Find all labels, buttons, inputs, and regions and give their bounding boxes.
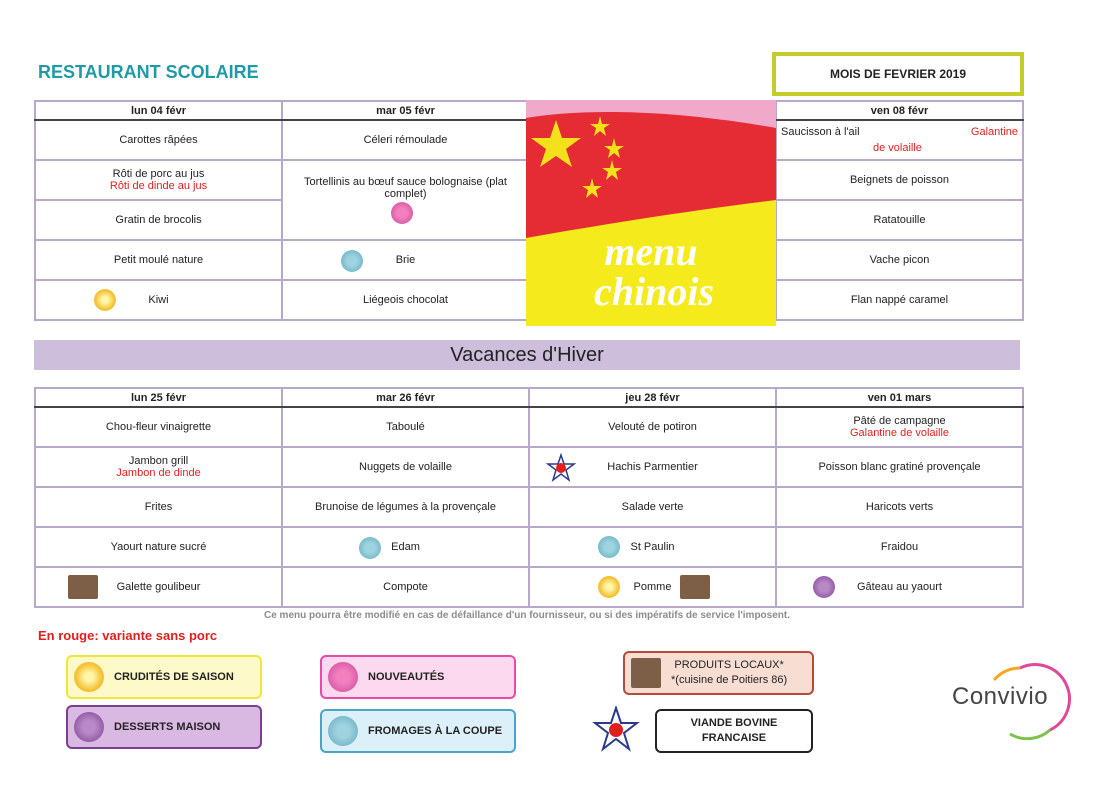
variant-item: de volaille: [873, 142, 922, 154]
menu-item: Rôti de porc au jus: [112, 168, 205, 180]
menu-chinois-image: [526, 100, 776, 326]
menu-item: Petit moulé nature: [35, 240, 282, 280]
menu-item: Beignets de poisson: [776, 160, 1023, 200]
menu-item-cell: [282, 527, 529, 567]
menu-item-cell: [35, 280, 282, 320]
crudites-icon: [74, 662, 104, 692]
banner-word-1: menu: [604, 229, 698, 274]
menu-item: Poisson blanc gratiné provençale: [776, 447, 1023, 487]
variant-item: Rôti de dinde au jus: [109, 180, 208, 192]
day-header: jeu 28 févr: [529, 388, 776, 407]
menu-item-cell: [529, 567, 776, 607]
menu-item: Velouté de potiron: [529, 407, 776, 447]
menu-item: Frites: [35, 487, 282, 527]
menu-item: Ratatouille: [776, 200, 1023, 240]
variant-item: Galantine: [970, 126, 1018, 138]
menu-item: Hachis Parmentier: [607, 461, 698, 473]
fromage-icon: [359, 537, 381, 559]
menu-item: Chou-fleur vinaigrette: [35, 407, 282, 447]
variant-item: Galantine de volaille: [849, 427, 950, 439]
fromage-icon: [328, 716, 358, 746]
produits-locaux-icon: [631, 658, 661, 688]
menu-item: Nuggets de volaille: [282, 447, 529, 487]
menu-item: Pâté de campagne: [853, 415, 946, 427]
menu-item: Saucisson à l'ail: [781, 126, 860, 138]
menu-item-with-variant: [776, 120, 1023, 160]
desserts-maison-icon: [74, 712, 104, 742]
viande-bovine-francaise-icon: [592, 706, 640, 752]
table-row: [35, 388, 1023, 407]
legend-label: VIANDE BOVINE: [690, 717, 778, 729]
fromage-icon: [598, 536, 620, 558]
menu-item: Haricots verts: [776, 487, 1023, 527]
vacances-label: Vacances d'Hiver: [450, 343, 604, 366]
menu-item: Carottes râpées: [35, 120, 282, 160]
legend-label: FRANCAISE: [701, 732, 767, 744]
menu-item: Taboulé: [282, 407, 529, 447]
nouveautes-icon: [391, 202, 413, 224]
menu-item-with-variant: [35, 160, 282, 200]
menu-item: Fraidou: [776, 527, 1023, 567]
menu-item: Liégeois chocolat: [282, 280, 529, 320]
menu-item: Salade verte: [529, 487, 776, 527]
legend-label-group: [671, 658, 787, 688]
menu-item-cell: [35, 567, 282, 607]
menu-item-cell: [529, 527, 776, 567]
produits-locaux-icon: [68, 575, 98, 599]
red-legend: En rouge: variante sans porc: [38, 628, 218, 643]
vacances-banner: [34, 340, 1020, 370]
week2-menu-table: [34, 387, 1024, 608]
crudites-icon: [598, 576, 620, 598]
legend-label: CRUDITÉS DE SAISON: [114, 671, 234, 683]
menu-item: Gâteau au yaourt: [856, 581, 942, 593]
banner-word-2: chinois: [593, 269, 715, 314]
menu-item: St Paulin: [630, 541, 675, 553]
menu-chinois-banner: [526, 100, 776, 326]
day-header: mar 05 févr: [282, 101, 529, 120]
day-header: lun 04 févr: [35, 101, 282, 120]
table-row: [35, 567, 1023, 607]
menu-item: Brunoise de légumes à la provençale: [282, 487, 529, 527]
nouveautes-icon: [328, 662, 358, 692]
variant-item: Jambon de dinde: [116, 467, 201, 479]
table-row: [35, 487, 1023, 527]
legend-crudites: [66, 655, 262, 699]
table-row: [35, 407, 1023, 447]
table-row: [35, 447, 1023, 487]
menu-item-cell: [529, 447, 776, 487]
legend-fromages: [320, 709, 516, 753]
legend-label: PRODUITS LOCAUX*: [674, 659, 784, 671]
day-header: mar 26 févr: [282, 388, 529, 407]
desserts-maison-icon: [813, 576, 835, 598]
menu-item-cell: [776, 567, 1023, 607]
legend-label-group: [691, 716, 778, 746]
menu-item-cell: [282, 160, 529, 240]
fromage-icon: [341, 250, 363, 272]
menu-item: Kiwi: [148, 294, 169, 306]
menu-item: Pomme: [633, 581, 672, 593]
menu-item: Tortellinis au bœuf sauce bolognaise (plat complet): [303, 176, 507, 200]
menu-item: Edam: [391, 541, 420, 553]
produits-locaux-icon: [680, 575, 710, 599]
legend-label: DESSERTS MAISON: [114, 721, 221, 733]
day-header: ven 08 févr: [776, 101, 1023, 120]
convivio-logo: Convivio: [952, 683, 1049, 710]
menu-item: Vache picon: [776, 240, 1023, 280]
menu-item: Brie: [395, 254, 416, 266]
menu-item-with-variant: [776, 407, 1023, 447]
menu-item: Compote: [282, 567, 529, 607]
menu-item: Flan nappé caramel: [776, 280, 1023, 320]
menu-item-cell: [282, 240, 529, 280]
page-title: RESTAURANT SCOLAIRE: [38, 62, 259, 82]
legend-viande-bovine: [655, 709, 813, 753]
legend-produits-locaux: [623, 651, 814, 695]
table-row: [35, 527, 1023, 567]
menu-item: Yaourt nature sucré: [35, 527, 282, 567]
legend-nouveautes: [320, 655, 516, 699]
legend-desserts: [66, 705, 262, 749]
crudites-icon: [94, 289, 116, 311]
menu-item: Gratin de brocolis: [35, 200, 282, 240]
legend-label: *(cuisine de Poitiers 86): [671, 674, 788, 686]
legend-label: FROMAGES À LA COUPE: [368, 725, 503, 737]
menu-item: Galette goulibeur: [116, 581, 201, 593]
day-header: ven 01 mars: [776, 388, 1023, 407]
menu-item: Jambon grill: [128, 455, 189, 467]
menu-item: Céleri rémoulade: [282, 120, 529, 160]
day-header: lun 25 févr: [35, 388, 282, 407]
month-label: MOIS DE FEVRIER 2019: [829, 67, 967, 81]
viande-bovine-francaise-icon: [546, 453, 576, 483]
icon-holder: [287, 200, 524, 224]
legend-label: NOUVEAUTÉS: [368, 671, 445, 683]
month-box: [772, 52, 1024, 96]
menu-item-with-variant: [35, 447, 282, 487]
disclaimer: Ce menu pourra être modifié en cas de défaillance d'un fournisseur, ou si des impératifs de service l'imposent.: [263, 610, 791, 621]
